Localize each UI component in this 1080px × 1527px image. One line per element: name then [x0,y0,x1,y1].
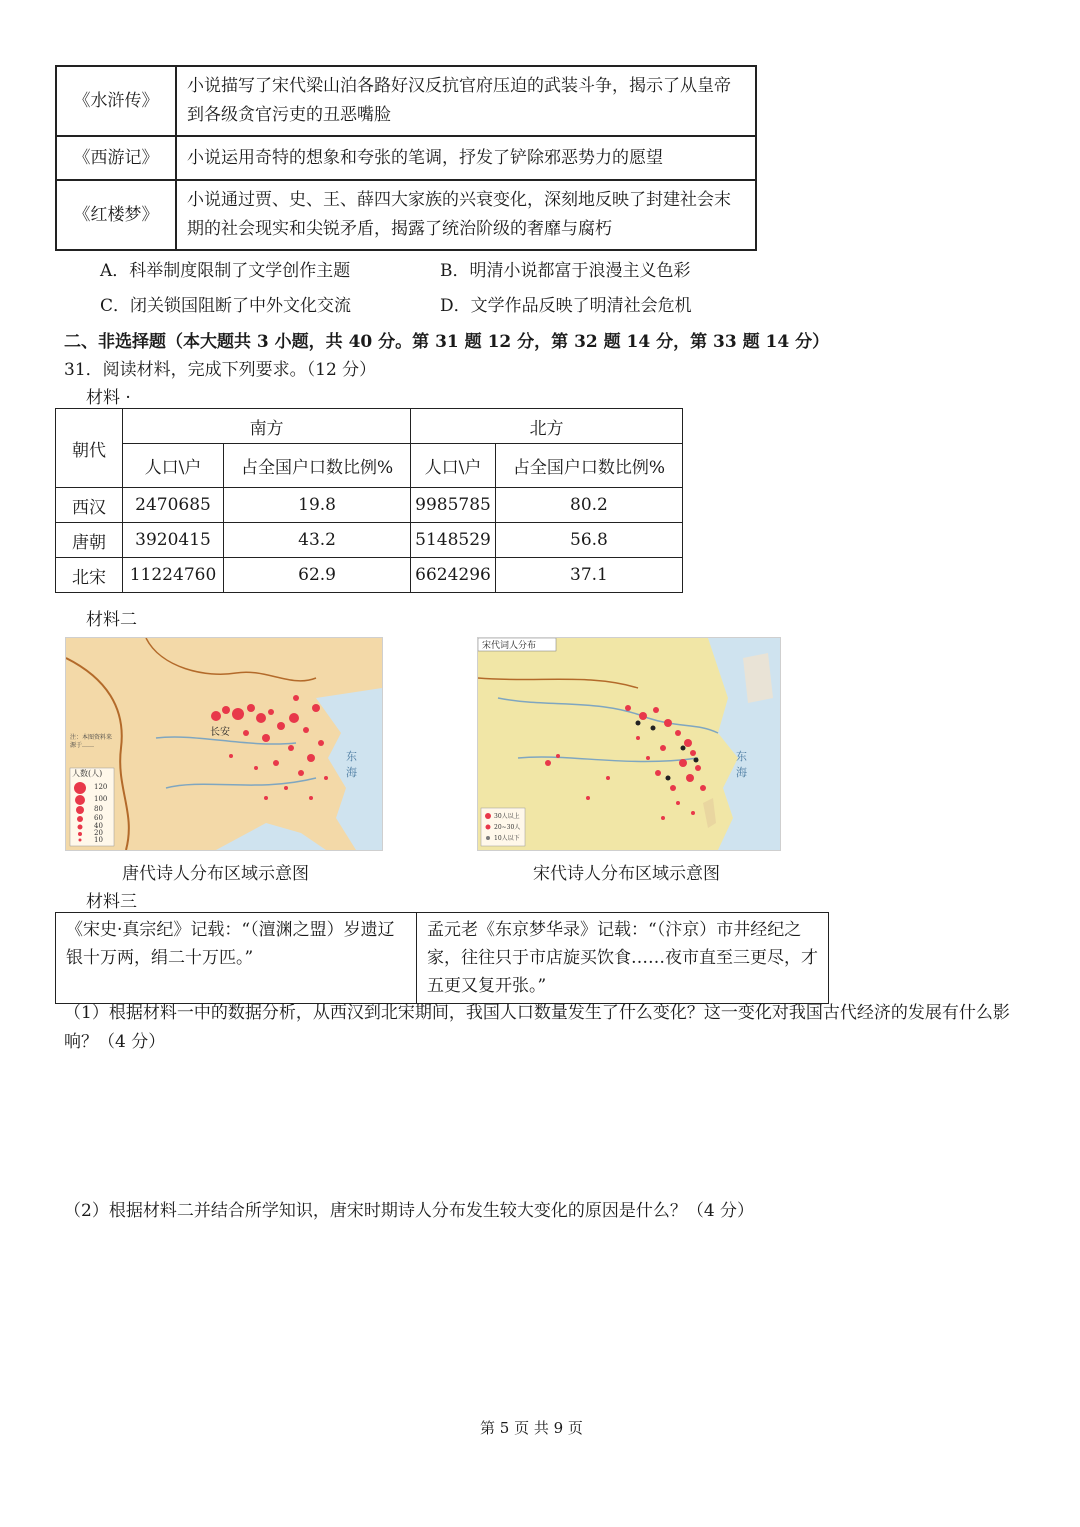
novel-title: 《红楼梦》 [56,180,176,250]
novel-title: 《西游记》 [56,136,176,180]
cell: 西汉 [56,488,123,523]
table-row [56,523,683,558]
sea-label: 东 [736,750,747,763]
cell: 唐朝 [56,523,123,558]
table-header-row [56,409,683,444]
city-label-changan: 长安 [210,727,230,738]
section-title: 二、非选择题（本大题共 3 小题，共 40 分。第 31 题 12 分，第 32 题 14 分，第 33 题 14 分） [64,332,830,352]
legend-value: 100 [94,795,108,803]
cell: 19.8 [224,488,411,523]
col-ratio: 占全国户口数比例% [224,444,411,488]
novel-desc: 小说通过贾、史、王、薛四大家族的兴衰变化，深刻地反映了封建社会末期的社会现实和尖锐矛盾，揭露了统治阶级的奢靡与腐朽 [176,180,756,250]
cell: 62.9 [224,558,411,593]
sea-label: 东 [346,750,357,763]
option-a: A．科举制度限制了文学创作主题 [100,261,351,281]
legend-item: 30人以上 [494,813,520,820]
cell: 2470685 [123,488,224,523]
legend-value: 20 [94,829,103,837]
col-pop: 人口\户 [123,444,224,488]
material1-label: 材料 · [86,388,131,408]
table-row [56,136,756,180]
legend-value: 40 [94,822,103,830]
tang-map-caption: 唐代诗人分布区域示意图 [122,864,309,884]
option-d: D．文学作品反映了明清社会危机 [440,296,692,316]
material3-right: 孟元老《东京梦华录》记载：“（汴京）市井经纪之家，往往只于市店旋买饮食……夜市直至三更尽，才五更又复开张。” [417,913,829,1004]
dynasty-header: 朝代 [56,409,123,488]
table-row [56,913,829,1004]
song-map-graphic [478,638,780,850]
cell: 北宋 [56,558,123,593]
cell: 37.1 [495,558,682,593]
south-header: 南方 [123,409,411,444]
map-note: 注：本图资料来源于…… [70,734,113,749]
legend-value: 80 [94,805,103,813]
question-1: （1）根据材料一中的数据分析，从西汉到北宋期间，我国人口数量发生了什么变化？这一变化对我国古代经济的发展有什么影响？（4 分） [64,1003,1010,1052]
option-c: C．闭关锁国阻断了中外文化交流 [100,296,352,316]
sea-label: 海 [346,766,357,779]
question-intro: 31．阅读材料，完成下列要求。（12 分） [64,360,377,380]
novel-title: 《水浒传》 [56,66,176,136]
table-row [56,558,683,593]
cell: 3920415 [123,523,224,558]
song-map-title: 宋代词人分布 [482,641,537,651]
legend-item: 20~30人 [494,824,521,831]
cell: 56.8 [495,523,682,558]
novel-table [55,65,757,251]
table-row [56,488,683,523]
material3-label: 材料三 [86,892,137,912]
material3-left: 《宋史·真宗纪》记载：“（澶渊之盟）岁遗辽银十万两，绢二十万匹。” [56,913,417,1004]
table-row [56,66,756,136]
legend-value: 120 [94,783,108,791]
material3-table [55,912,829,1004]
table-header-row [56,444,683,488]
cell: 6624296 [411,558,496,593]
population-table [55,408,683,593]
legend-item: 10人以下 [494,835,520,842]
north-header: 北方 [411,409,683,444]
tang-poets-map [65,637,383,851]
legend-value: 60 [94,814,103,822]
legend-title: 人数(人) [72,769,103,778]
question-2: （2）根据材料二并结合所学知识，唐宋时期诗人分布发生较大变化的原因是什么？（4 分） [64,1201,755,1221]
sea-label: 海 [736,766,747,779]
cell: 5148529 [411,523,496,558]
col-ratio: 占全国户口数比例% [495,444,682,488]
cell: 43.2 [224,523,411,558]
legend-value: 10 [94,836,103,844]
material2-label: 材料二 [86,610,137,630]
novel-desc: 小说运用奇特的想象和夸张的笔调，抒发了铲除邪恶势力的愿望 [176,136,756,180]
cell: 80.2 [495,488,682,523]
song-map-caption: 宋代诗人分布区域示意图 [533,864,720,884]
option-b: B．明清小说都富于浪漫主义色彩 [440,261,691,281]
col-pop: 人口\户 [411,444,496,488]
novel-desc: 小说描写了宋代梁山泊各路好汉反抗官府压迫的武装斗争，揭示了从皇帝到各级贪官污吏的丑恶嘴脸 [176,66,756,136]
table-row [56,180,756,250]
page-footer: 第 5 页 共 9 页 [480,1419,583,1437]
song-poets-map [477,637,781,851]
cell: 9985785 [411,488,496,523]
cell: 11224760 [123,558,224,593]
